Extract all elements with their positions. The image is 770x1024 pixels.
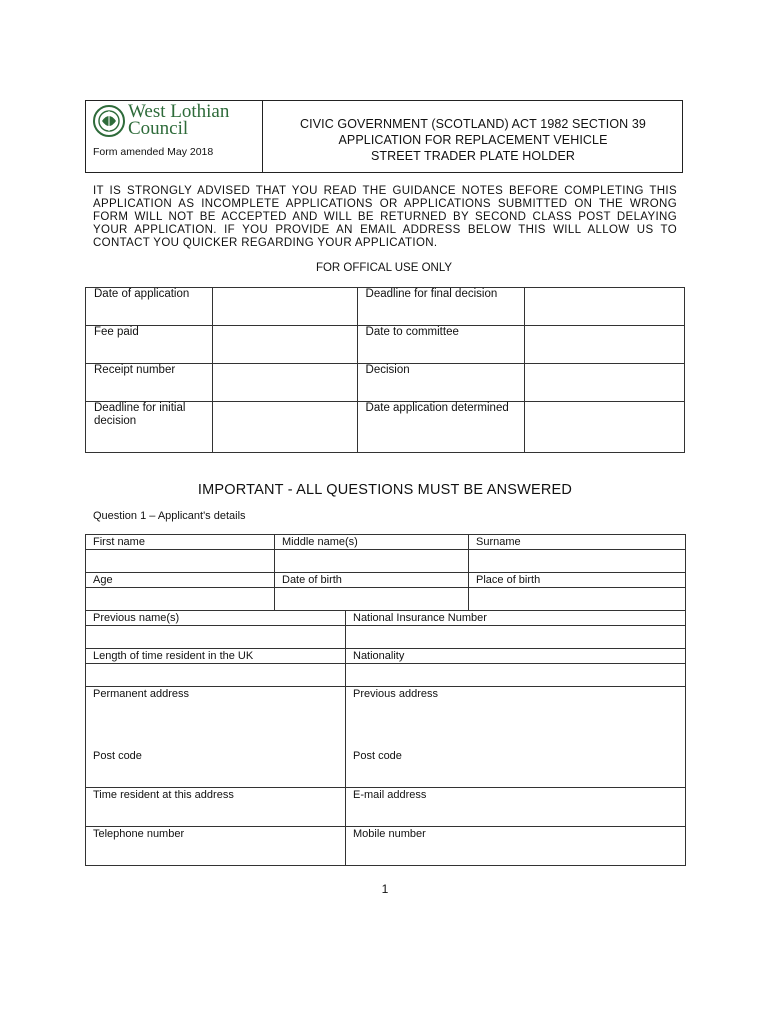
label-middle-names: Middle name(s) bbox=[275, 535, 469, 550]
previous-post-code-field[interactable] bbox=[346, 750, 686, 788]
official-field-fee-paid[interactable] bbox=[212, 326, 357, 364]
official-use-heading: FOR OFFICAL USE ONLY bbox=[315, 262, 453, 274]
table-row bbox=[86, 588, 686, 611]
logo-line-2: Council bbox=[128, 118, 189, 139]
label-permanent-address: Permanent address bbox=[93, 688, 189, 700]
email-field[interactable] bbox=[346, 788, 686, 827]
official-label-decision: Decision bbox=[357, 364, 525, 402]
telephone-field[interactable] bbox=[86, 827, 346, 866]
length-resident-field[interactable] bbox=[86, 664, 346, 687]
middle-names-field[interactable] bbox=[275, 550, 469, 573]
form-title-line-2: APPLICATION FOR REPLACEMENT VEHICLE bbox=[338, 133, 608, 147]
table-row bbox=[86, 550, 686, 573]
table-row bbox=[86, 827, 686, 866]
label-telephone: Telephone number bbox=[93, 828, 185, 840]
table-row bbox=[86, 750, 686, 788]
surname-field[interactable] bbox=[469, 550, 686, 573]
label-length-resident: Length of time resident in the UK bbox=[86, 649, 346, 664]
table-row bbox=[86, 573, 686, 588]
official-field-date-to-committee[interactable] bbox=[525, 326, 685, 364]
council-logo bbox=[92, 101, 242, 141]
permanent-post-code-field[interactable] bbox=[86, 750, 346, 788]
previous-names-field[interactable] bbox=[86, 626, 346, 649]
label-nationality: Nationality bbox=[346, 649, 686, 664]
official-label-receipt-number: Receipt number bbox=[86, 364, 213, 402]
table-row bbox=[86, 326, 685, 364]
label-time-resident: Time resident at this address bbox=[93, 789, 234, 801]
official-field-deadline-final[interactable] bbox=[525, 288, 685, 326]
logo-line-1: West Lothian bbox=[128, 101, 230, 122]
first-name-field[interactable] bbox=[86, 550, 275, 573]
official-label-date-determined: Date application determined bbox=[357, 402, 525, 453]
question-1-label: Question 1 – Applicant's details bbox=[93, 510, 246, 522]
official-field-date-of-application[interactable] bbox=[212, 288, 357, 326]
official-field-deadline-initial[interactable] bbox=[212, 402, 357, 453]
label-place-of-birth: Place of birth bbox=[469, 573, 686, 588]
council-crest-icon bbox=[92, 103, 126, 139]
ni-number-field[interactable] bbox=[346, 626, 686, 649]
place-of-birth-field[interactable] bbox=[469, 588, 686, 611]
official-field-receipt-number[interactable] bbox=[212, 364, 357, 402]
label-previous-names: Previous name(s) bbox=[86, 611, 346, 626]
table-row bbox=[86, 288, 685, 326]
age-field[interactable] bbox=[86, 588, 275, 611]
previous-address-field[interactable] bbox=[346, 687, 686, 751]
form-title-line-1: CIVIC GOVERNMENT (SCOTLAND) ACT 1982 SECTION 39 bbox=[300, 117, 646, 131]
table-row bbox=[86, 687, 686, 751]
nationality-field[interactable] bbox=[346, 664, 686, 687]
mobile-field[interactable] bbox=[346, 827, 686, 866]
important-notice: IMPORTANT - ALL QUESTIONS MUST BE ANSWERED bbox=[197, 482, 573, 498]
page-number: 1 bbox=[381, 882, 389, 896]
official-field-decision[interactable] bbox=[525, 364, 685, 402]
label-mobile: Mobile number bbox=[353, 828, 426, 840]
table-row bbox=[86, 664, 686, 687]
label-post-code-previous: Post code bbox=[353, 750, 402, 762]
time-resident-field[interactable] bbox=[86, 788, 346, 827]
official-label-date-of-application: Date of application bbox=[86, 288, 213, 326]
table-row bbox=[86, 649, 686, 664]
table-row bbox=[86, 626, 686, 649]
official-label-date-to-committee: Date to committee bbox=[357, 326, 525, 364]
label-first-name: First name bbox=[86, 535, 275, 550]
table-row bbox=[86, 611, 686, 626]
form-title bbox=[263, 116, 683, 164]
table-row bbox=[86, 364, 685, 402]
permanent-address-field[interactable] bbox=[86, 687, 346, 751]
label-date-of-birth: Date of birth bbox=[275, 573, 469, 588]
date-of-birth-field[interactable] bbox=[275, 588, 469, 611]
form-amended-date: Form amended May 2018 bbox=[93, 146, 214, 158]
form-title-line-3: STREET TRADER PLATE HOLDER bbox=[370, 149, 576, 163]
label-age: Age bbox=[86, 573, 275, 588]
label-ni-number: National Insurance Number bbox=[346, 611, 686, 626]
official-field-date-determined[interactable] bbox=[525, 402, 685, 453]
applicant-details-table bbox=[85, 534, 686, 866]
label-post-code-permanent: Post code bbox=[93, 750, 142, 762]
label-surname: Surname bbox=[469, 535, 686, 550]
table-row bbox=[86, 788, 686, 827]
official-label-fee-paid: Fee paid bbox=[86, 326, 213, 364]
label-email: E-mail address bbox=[353, 789, 427, 801]
table-row bbox=[86, 535, 686, 550]
official-label-deadline-final: Deadline for final decision bbox=[357, 288, 525, 326]
label-previous-address: Previous address bbox=[353, 688, 438, 700]
guidance-advice: IT IS STRONGLY ADVISED THAT YOU READ THE GUIDANCE NOTES BEFORE COMPLETING THIS APPLICATION AS INCOMPLETE APPLICATIONS OR APPLICATIONS SUBMITTED ON THE WRONG FORM WILL NOT BE ACCEPTED AND WILL BE RETURNED BY SECOND CLASS POST DELAYING YOUR APPLICATION. IF YOU PROVIDE AN EMAIL ADDRESS BELOW THIS WILL ALLOW US TO CONTACT YOU QUICKER REGARDING YOUR APPLICATION. bbox=[93, 185, 677, 249]
official-label-deadline-initial: Deadline for initial decision bbox=[86, 402, 213, 453]
table-row bbox=[86, 402, 685, 453]
official-use-table bbox=[85, 287, 685, 453]
